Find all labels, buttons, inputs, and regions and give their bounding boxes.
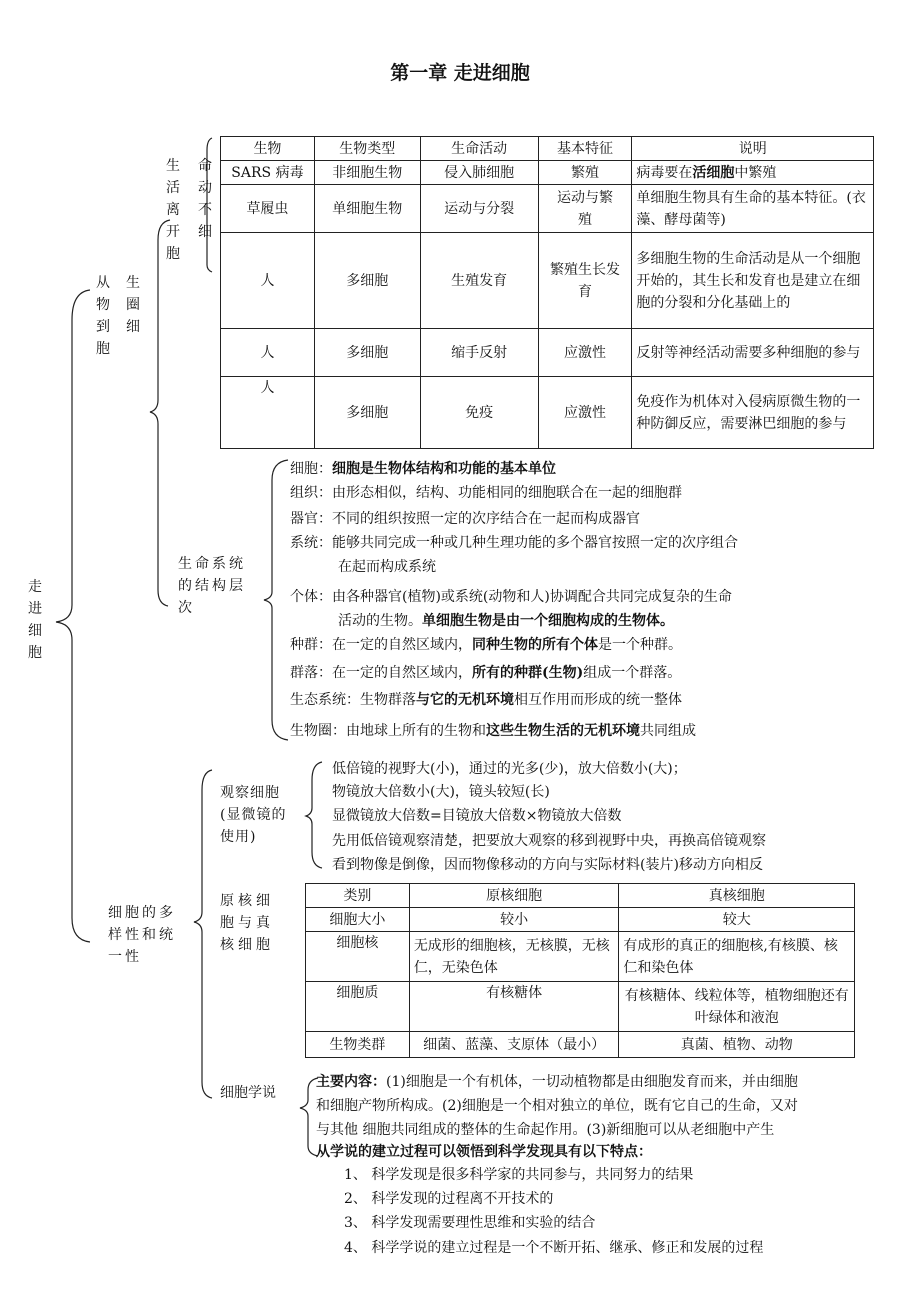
level-organ: 器官：不同的组织按照一定的次序结合在一起而构成器官 <box>290 511 640 527</box>
structure-label: 生命系统 的结构层 次 <box>178 556 246 616</box>
table-cell: 人 <box>221 377 315 449</box>
root-label: 走 进 细 胞 <box>28 579 42 661</box>
prok-euk-label: 原核细 胞与真 核细胞 <box>220 893 274 953</box>
microscope-note: 显微镜放大倍数=目镜放大倍数×物镜放大倍数 <box>332 808 622 824</box>
table-cell: 繁殖生长发育 <box>538 233 632 329</box>
table-cell: 无成形的细胞核，无核膜，无核仁，无染色体 <box>409 932 619 982</box>
table-cell: 侵入肺细胞 <box>420 161 538 185</box>
table-cell: 运动与分裂 <box>420 185 538 233</box>
life-table <box>220 136 874 449</box>
level-individual: 个体：由各种器官(植物)或系统(动物和人)协调配合共同完成复杂的生命 <box>290 589 732 605</box>
level-system: 系统：能够共同完成一种或几种生理功能的多个器官按照一定的次序组合 <box>290 535 738 551</box>
table-cell: 人 <box>221 233 315 329</box>
table-row <box>306 908 855 932</box>
level-tissue: 组织：由形态相似，结构、功能相同的细胞联合在一起的细胞群 <box>290 485 682 501</box>
table-cell: 多细胞 <box>314 233 420 329</box>
theory-point: 2、 科学发现的过程离不开技术的 <box>344 1191 554 1207</box>
header-cell: 说明 <box>632 137 874 161</box>
table-cell: 单细胞生物具有生命的基本特征。(衣藻、酵母菌等) <box>632 185 874 233</box>
table-cell: 细菌、蓝藻、支原体（最小） <box>409 1032 619 1058</box>
table-row <box>221 185 874 233</box>
table-cell: 有核糖体、线粒体等，植物细胞还有叶绿体和液泡 <box>619 982 855 1032</box>
root-brace <box>56 290 90 942</box>
level-biosphere: 生物圈：由地球上所有的生物和这些生物生活的无机环境共同组成 <box>290 723 696 739</box>
table-cell: 有成形的真正的细胞核,有核膜、核仁和染色体 <box>619 932 855 982</box>
table-cell: 生物类群 <box>306 1032 410 1058</box>
cell-table <box>305 883 855 1058</box>
table-cell: 多细胞 <box>314 377 420 449</box>
diversity-label: 细胞的多 样性和统 一性 <box>108 905 176 965</box>
theory-line: 主要内容：(1)细胞是一个有机体，一切动植物都是由细胞发育而来，并由细胞 <box>316 1074 798 1090</box>
table-cell: 生殖发育 <box>420 233 538 329</box>
table-cell: 缩手反射 <box>420 329 538 377</box>
level-system-cont: 在起而构成系统 <box>338 559 436 575</box>
table-cell: 草履虫 <box>221 185 315 233</box>
table-row <box>221 161 874 185</box>
theory-main <box>316 1070 882 1142</box>
table-cell: SARS 病毒 <box>221 161 315 185</box>
table-row <box>306 1032 855 1058</box>
table-cell: 细胞质 <box>306 982 410 1032</box>
theory-point: 1、 科学发现是很多科学家的共同参与，共同努力的结果 <box>344 1167 694 1183</box>
cell-table-header <box>306 884 855 908</box>
life-label-col2: 命 动 不 细 <box>198 158 212 240</box>
header-cell: 生物类型 <box>314 137 420 161</box>
table-cell: 人 <box>221 329 315 377</box>
table-cell: 单细胞生物 <box>314 185 420 233</box>
header-cell: 类别 <box>306 884 410 908</box>
table-cell: 繁殖 <box>538 161 632 185</box>
table-cell: 细胞大小 <box>306 908 410 932</box>
table-cell: 运动与繁殖 <box>538 185 632 233</box>
life-brace <box>150 220 170 606</box>
theory-lesson: 从学说的建立过程可以领悟到科学发现具有以下特点： <box>316 1144 652 1160</box>
level-community: 群落：在一定的自然区域内，所有的种群(生物)组成一个群落。 <box>290 665 682 681</box>
microscope-note: 先用低倍镜观察清楚，把要放大观察的移到视野中央，再换高倍镜观察 <box>332 833 766 849</box>
table-cell: 多细胞生物的生命活动是从一个细胞开始的，其生长和发育也是建立在细胞的分裂和分化基础上的 <box>632 233 874 329</box>
table-cell: 免疫作为机体对入侵病原微生物的一种防御反应，需要淋巴细胞的参与 <box>632 377 874 449</box>
theory-point: 3、 科学发现需要理性思维和实验的结合 <box>344 1215 596 1231</box>
table-cell: 多细胞 <box>314 329 420 377</box>
theory-label: 细胞学说 <box>220 1085 276 1101</box>
branch1-label-col1: 从 物 到 胞 <box>96 275 110 357</box>
table-cell: 较大 <box>619 908 855 932</box>
header-cell: 生物 <box>221 137 315 161</box>
level-ecosystem: 生态系统：生物群落与它的无机环境相互作用而形成的统一整体 <box>290 692 682 708</box>
life-label-col1: 生 活 离 开 胞 <box>166 158 180 262</box>
table-row <box>306 932 855 982</box>
table-row <box>221 233 874 329</box>
header-cell: 生命活动 <box>420 137 538 161</box>
table-cell: 反射等神经活动需要多种细胞的参与 <box>632 329 874 377</box>
microscope-note: 物镜放大倍数小(大)，镜头较短(长) <box>332 784 550 800</box>
table-row <box>306 982 855 1032</box>
table-cell: 细胞核 <box>306 932 410 982</box>
table-cell: 应激性 <box>538 329 632 377</box>
table-cell: 有核糖体 <box>409 982 619 1032</box>
structure-brace <box>264 460 288 740</box>
table-cell: 较小 <box>409 908 619 932</box>
table-cell: 病毒要在活细胞中繁殖 <box>632 161 874 185</box>
microscope-note: 看到物像是倒像，因而物像移动的方向与实际材料(装片)移动方向相反 <box>332 857 763 873</box>
diversity-brace <box>194 770 212 1098</box>
branch1-label-col2: 生 圈 细 <box>126 275 140 335</box>
level-cell: 细胞：细胞是生物体结构和功能的基本单位 <box>290 461 556 477</box>
header-cell: 基本特征 <box>538 137 632 161</box>
microscope-label: 观察细胞 (显微镜的 使用) <box>220 785 287 845</box>
life-table-header <box>221 137 874 161</box>
level-individual-cont: 活动的生物。单细胞生物是由一个细胞构成的生物体。 <box>338 613 674 629</box>
theory-line: 与其他 细胞共同组成的整体的生命起作用。(3)新细胞可以从老细胞中产生 <box>316 1122 775 1138</box>
table-cell: 真菌、植物、动物 <box>619 1032 855 1058</box>
table-cell: 应激性 <box>538 377 632 449</box>
table-cell: 免疫 <box>420 377 538 449</box>
theory-point: 4、 科学学说的建立过程是一个不断开拓、继承、修正和发展的过程 <box>344 1240 764 1256</box>
page-title: 第一章 走进细胞 <box>390 62 530 84</box>
level-population: 种群：在一定的自然区域内，同种生物的所有个体是一个种群。 <box>290 637 682 653</box>
header-cell: 原核细胞 <box>409 884 619 908</box>
table-cell: 非细胞生物 <box>314 161 420 185</box>
header-cell: 真核细胞 <box>619 884 855 908</box>
table-row <box>221 377 874 449</box>
microscope-brace <box>306 762 322 868</box>
microscope-note: 低倍镜的视野大(小)，通过的光多(少)，放大倍数小(大)； <box>332 761 687 777</box>
theory-line: 和细胞产物所构成。(2)细胞是一个相对独立的单位，既有它自己的生命，又对 <box>316 1098 798 1114</box>
table-row <box>221 329 874 377</box>
